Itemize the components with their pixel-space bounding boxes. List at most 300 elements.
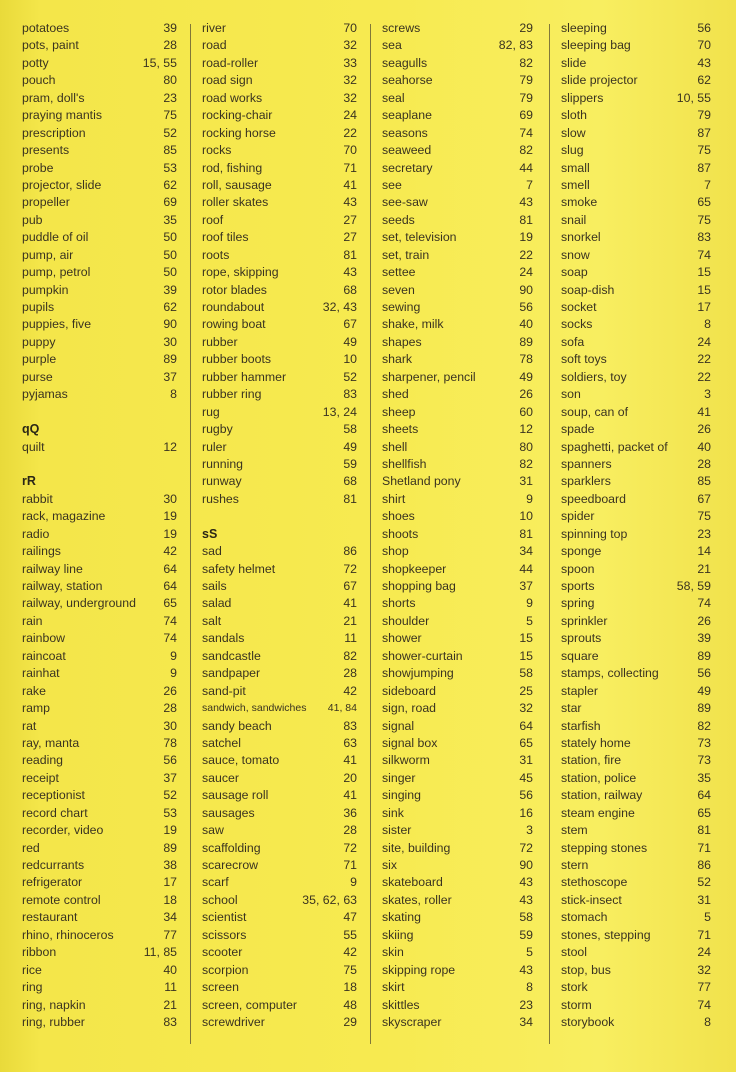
index-page-numbers: 67: [343, 317, 357, 332]
index-entry: [202, 1014, 357, 1031]
index-term: slow: [561, 125, 586, 140]
index-term: shed: [382, 387, 409, 402]
index-term: remote control: [22, 892, 101, 907]
index-page-numbers: 10: [343, 352, 357, 367]
index-page-numbers: 23: [697, 526, 711, 541]
index-page-numbers: [353, 508, 357, 525]
index-page-numbers: 5: [526, 945, 533, 960]
index-page-numbers: 34: [519, 1014, 533, 1029]
index-entry: [561, 282, 711, 299]
index-entry: [561, 752, 711, 769]
index-page-numbers: 87: [697, 125, 711, 140]
index-entry: [22, 72, 177, 89]
index-entry: [202, 874, 357, 891]
index-page-numbers: 32: [697, 962, 711, 977]
index-entry: [202, 595, 357, 612]
index-term: spanners: [561, 456, 612, 471]
index-term: saucer: [202, 770, 239, 785]
index-entry: [382, 212, 533, 229]
index-page-numbers: 38: [163, 858, 177, 872]
index-term: shell: [382, 439, 408, 454]
index-entry: [22, 194, 177, 211]
index-term: shapes: [382, 334, 422, 349]
index-entry: [561, 299, 711, 316]
index-entry: [202, 543, 357, 560]
index-term: seagulls: [382, 55, 428, 70]
index-term: pupils: [22, 300, 55, 314]
index-term: set, train: [382, 247, 430, 262]
index-page-numbers: 72: [519, 840, 533, 855]
index-entry: [202, 752, 357, 769]
index-entry: [202, 997, 357, 1014]
index-page-numbers: 15: [697, 265, 711, 280]
index-entry: [382, 334, 533, 351]
index-entry: [202, 439, 357, 456]
index-entry: [22, 822, 177, 839]
index-page-numbers: 79: [697, 108, 711, 123]
index-entry: [382, 944, 533, 961]
index-page-numbers: 82: [697, 718, 711, 733]
index-column-3: [382, 20, 533, 1031]
index-entry: [561, 648, 711, 665]
index-term: railway line: [22, 561, 83, 576]
index-page-numbers: 41: [697, 404, 711, 419]
index-entry: [382, 874, 533, 891]
index-term: pump, petrol: [22, 265, 91, 280]
index-term: sauce, tomato: [202, 753, 280, 768]
index-page-numbers: 11: [344, 631, 357, 646]
index-page-numbers: 8: [704, 1014, 711, 1029]
index-entry: [561, 770, 711, 787]
index-term: rushes: [202, 491, 239, 506]
index-entry: [202, 909, 357, 926]
index-term: rack, magazine: [22, 509, 106, 524]
index-term: sea: [382, 38, 402, 53]
index-term: projector, slide: [22, 177, 102, 192]
index-page-numbers: 29: [343, 1014, 357, 1029]
index-term: sails: [202, 579, 227, 593]
index-term: sign, road: [382, 701, 437, 716]
index-term: sponge: [561, 544, 602, 559]
index-term: pub: [22, 212, 43, 227]
index-entry: [202, 107, 357, 124]
index-term: socks: [561, 317, 593, 332]
index-entry: [202, 212, 357, 229]
index-entry: [561, 543, 711, 560]
index-page-numbers: 15: [519, 648, 533, 663]
index-entry: [22, 700, 177, 717]
index-term: sheets: [382, 422, 419, 437]
index-page-numbers: 3: [704, 387, 711, 402]
index-entry: [22, 299, 177, 316]
index-entry: [561, 404, 711, 421]
index-page-numbers: 16: [519, 805, 533, 820]
index-term: ribbon: [22, 945, 57, 960]
index-term: see-saw: [382, 195, 428, 210]
index-entry: [561, 125, 711, 142]
index-page-numbers: 74: [697, 247, 711, 262]
index-entry: [382, 20, 533, 37]
index-term: satchel: [202, 735, 241, 750]
index-entry: [202, 822, 357, 839]
index-term: smoke: [561, 195, 598, 210]
index-term: puppies, five: [22, 317, 92, 332]
index-term: quilt: [22, 439, 45, 454]
index-term: shoots: [382, 526, 419, 541]
index-term: soft toys: [561, 352, 607, 367]
index-page-numbers: 53: [163, 805, 177, 820]
index-entry: [382, 805, 533, 822]
index-page-numbers: 64: [163, 561, 177, 576]
index-entry: [382, 229, 533, 246]
index-page-numbers: 52: [163, 125, 177, 140]
index-term: reading: [22, 753, 64, 768]
index-page-numbers: 89: [697, 701, 711, 716]
index-term: rug: [202, 404, 220, 419]
index-entry: [22, 787, 177, 804]
index-page-numbers: 72: [343, 561, 357, 576]
index-term: slug: [561, 143, 584, 158]
index-entry: [202, 630, 357, 647]
index-entry: [202, 369, 357, 386]
index-column-1: [22, 20, 177, 1031]
index-term: sheep: [382, 404, 416, 419]
index-page-numbers: 56: [163, 753, 177, 768]
index-entry: [382, 578, 533, 595]
index-entry: [22, 491, 177, 508]
index-page-numbers: 26: [697, 422, 711, 437]
index-entry: [382, 386, 533, 403]
index-term: safety helmet: [202, 561, 276, 576]
index-page-numbers: 80: [519, 439, 533, 454]
index-term: scarecrow: [202, 858, 259, 872]
index-page-numbers: 5: [526, 613, 533, 628]
index-page-numbers: 81: [343, 491, 357, 506]
index-term: rat: [22, 718, 37, 733]
index-term: pram, doll's: [22, 90, 85, 105]
index-page-numbers: 41, 84: [327, 702, 357, 715]
index-page-numbers: 53: [163, 160, 177, 175]
index-term: restaurant: [22, 910, 78, 925]
index-page-numbers: 21: [163, 997, 177, 1012]
index-term: seeds: [382, 212, 415, 227]
index-entry: [202, 90, 357, 107]
index-entry: [202, 247, 357, 264]
index-term: sharpener, pencil: [382, 369, 476, 384]
index-term: puddle of oil: [22, 230, 89, 245]
index-page-numbers: 43: [343, 195, 357, 210]
index-term: pumpkin: [22, 282, 69, 297]
index-entry: [202, 805, 357, 822]
index-term: stethoscope: [561, 875, 628, 890]
index-term: stones, stepping: [561, 927, 651, 942]
index-term: screen: [202, 980, 239, 995]
index-term: spaghetti, packet of: [561, 439, 668, 454]
index-term: rope, skipping: [202, 265, 279, 280]
index-entry: [561, 55, 711, 72]
index-page-numbers: 19: [519, 230, 533, 245]
index-page-numbers: 26: [163, 683, 177, 698]
index-page-numbers: 58: [519, 910, 533, 925]
index-entry: [561, 665, 711, 682]
index-page-numbers: 9: [350, 875, 357, 890]
index-entry: [382, 142, 533, 159]
index-term: soldiers, toy: [561, 369, 627, 384]
index-entry: [382, 1014, 533, 1031]
index-page-numbers: 39: [697, 631, 711, 646]
index-entry: [561, 630, 711, 647]
index-entry: [202, 177, 357, 194]
index-page-numbers: 13, 24: [322, 404, 357, 419]
index-page-numbers: 43: [519, 195, 533, 210]
column-divider: [549, 24, 550, 1044]
index-term: starfish: [561, 718, 601, 733]
index-term: sleeping: [561, 21, 607, 35]
index-term: rainhat: [22, 666, 60, 681]
index-term: sausage roll: [202, 788, 269, 803]
index-page-numbers: 83: [163, 1014, 177, 1029]
index-term: recorder, video: [22, 823, 104, 838]
index-page-numbers: 23: [163, 90, 177, 105]
index-entry: [561, 718, 711, 735]
index-term: purse: [22, 369, 53, 384]
index-page-numbers: 62: [163, 177, 177, 192]
index-term: receipt: [22, 770, 59, 785]
index-term: prescription: [22, 125, 86, 140]
index-entry: [382, 979, 533, 996]
index-entry: [22, 90, 177, 107]
index-page-numbers: 22: [343, 125, 357, 140]
index-entry: [561, 160, 711, 177]
index-entry: [22, 212, 177, 229]
index-term: roots: [202, 247, 230, 262]
index-entry: [382, 107, 533, 124]
index-entry: [561, 37, 711, 54]
index-page-numbers: 8: [526, 980, 533, 995]
index-page-numbers: 30: [163, 334, 177, 349]
index-term: presents: [22, 143, 70, 158]
index-term: son: [561, 387, 581, 402]
index-page-numbers: 75: [343, 962, 357, 977]
index-page-numbers: 11: [164, 980, 177, 995]
index-entry: [202, 735, 357, 752]
index-page-numbers: 44: [519, 160, 533, 175]
index-term: radio: [22, 526, 50, 541]
index-term: rubber ring: [202, 387, 262, 402]
index-entry: [382, 683, 533, 700]
index-entry: [382, 909, 533, 926]
index-entry: [561, 787, 711, 804]
index-page-numbers: 74: [163, 613, 177, 628]
index-entry: [382, 508, 533, 525]
index-entry: [382, 439, 533, 456]
index-term: skittles: [382, 997, 420, 1012]
index-entry: [561, 491, 711, 508]
index-page-numbers: 74: [519, 125, 533, 140]
index-page-numbers: 64: [163, 579, 177, 593]
index-page-numbers: 9: [526, 491, 533, 506]
index-term: skipping rope: [382, 962, 456, 977]
index-page-numbers: 19: [163, 823, 177, 838]
index-term: spade: [561, 422, 595, 437]
index-entry: [202, 840, 357, 857]
index-entry: [22, 944, 177, 961]
index-page-numbers: 70: [343, 143, 357, 158]
index-term: shower-curtain: [382, 648, 463, 663]
column-divider: [370, 24, 371, 1044]
index-term: stick-insect: [561, 892, 622, 907]
index-entry: [22, 264, 177, 281]
index-entry: [22, 177, 177, 194]
index-term: shopkeeper: [382, 561, 447, 576]
index-page-numbers: 89: [519, 334, 533, 349]
index-page-numbers: 80: [163, 73, 177, 88]
index-entry: [22, 561, 177, 578]
index-entry: [22, 857, 177, 874]
index-term: stapler: [561, 683, 598, 698]
index-term: signal box: [382, 735, 438, 750]
index-term: smell: [561, 177, 590, 192]
index-term: sad: [202, 544, 222, 559]
index-term: rod, fishing: [202, 160, 263, 175]
index-term: red: [22, 840, 40, 855]
index-page-numbers: 17: [697, 300, 711, 314]
index-term: shower: [382, 631, 422, 646]
index-term: pyjamas: [22, 387, 68, 402]
index-entry: [382, 822, 533, 839]
index-page-numbers: 42: [163, 544, 177, 559]
index-term: rhino, rhinoceros: [22, 927, 114, 942]
index-term: scissors: [202, 927, 247, 942]
index-entry: [561, 735, 711, 752]
index-page-numbers: 37: [519, 579, 533, 593]
index-entry: [561, 177, 711, 194]
index-page-numbers: 27: [343, 212, 357, 227]
index-page-numbers: 75: [697, 143, 711, 158]
index-entry: [382, 55, 533, 72]
index-entry: [202, 578, 357, 595]
index-term: shellfish: [382, 456, 427, 471]
index-page-numbers: 31: [519, 474, 533, 489]
index-term: seven: [382, 282, 415, 297]
index-page-numbers: 32: [343, 73, 357, 88]
column-divider: [190, 24, 191, 1044]
section-letter-heading: [22, 473, 177, 490]
index-page-numbers: 55: [343, 927, 357, 942]
index-page-numbers: 24: [697, 945, 711, 960]
index-entry: [382, 526, 533, 543]
index-term: see: [382, 177, 402, 192]
index-entry: [202, 962, 357, 979]
index-page-numbers: 30: [163, 491, 177, 506]
index-page-numbers: 86: [697, 858, 711, 872]
index-page-numbers: 90: [163, 317, 177, 332]
index-term: sister: [382, 823, 412, 838]
index-page-numbers: 40: [163, 962, 177, 977]
index-term: spinning top: [561, 526, 628, 541]
index-entry: [382, 282, 533, 299]
index-entry: [202, 927, 357, 944]
index-entry: [561, 857, 711, 874]
index-page-numbers: 43: [519, 962, 533, 977]
index-entry: [202, 683, 357, 700]
index-entry: [22, 665, 177, 682]
index-page-numbers: 5: [704, 910, 711, 925]
index-term: runway: [202, 474, 242, 489]
index-term: praying mantis: [22, 108, 102, 123]
index-term: receptionist: [22, 788, 85, 803]
index-page-numbers: 90: [519, 858, 533, 872]
index-term: slippers: [561, 90, 604, 105]
index-term: skirt: [382, 980, 405, 995]
index-page-numbers: 79: [519, 90, 533, 105]
index-page-numbers: 31: [697, 892, 711, 907]
index-entry: [561, 927, 711, 944]
index-entry: [22, 997, 177, 1014]
index-entry: [202, 264, 357, 281]
index-entry: [202, 473, 357, 490]
index-entry: [382, 735, 533, 752]
index-term: rocking horse: [202, 125, 276, 140]
index-term: sandcastle: [202, 648, 261, 663]
index-entry: [202, 125, 357, 142]
index-term: shopping bag: [382, 579, 456, 593]
index-page-numbers: 28: [697, 456, 711, 471]
index-term: star: [561, 701, 582, 716]
index-entry: [561, 962, 711, 979]
index-entry: [22, 247, 177, 264]
index-page-numbers: 45: [519, 770, 533, 785]
index-entry: [202, 892, 357, 909]
index-term: stop, bus: [561, 962, 611, 977]
index-term: socket: [561, 300, 597, 314]
index-term: rake: [22, 683, 46, 698]
index-entry: [202, 404, 357, 421]
index-page-numbers: 50: [163, 230, 177, 245]
index-entry: [22, 595, 177, 612]
index-page-numbers: 81: [697, 823, 711, 838]
index-term: seal: [382, 90, 405, 105]
index-term: scarf: [202, 875, 229, 890]
index-entry: [561, 194, 711, 211]
index-page-numbers: 85: [697, 474, 711, 489]
index-term: Shetland pony: [382, 474, 461, 489]
index-term: road: [202, 38, 227, 53]
index-page-numbers: 65: [697, 195, 711, 210]
index-entry: [202, 456, 357, 473]
index-entry: [22, 874, 177, 891]
index-term: shoes: [382, 509, 415, 524]
index-term: skateboard: [382, 875, 443, 890]
index-term: rain: [22, 613, 43, 628]
index-page-numbers: 70: [343, 21, 357, 35]
index-term: salad: [202, 596, 232, 611]
index-page-numbers: 65: [163, 596, 177, 611]
index-term: sS: [202, 526, 218, 541]
index-entry: [382, 177, 533, 194]
index-entry: [561, 386, 711, 403]
index-term: stately home: [561, 735, 631, 750]
index-page-numbers: [353, 526, 357, 543]
index-page-numbers: 9: [526, 596, 533, 611]
index-page-numbers: 74: [163, 631, 177, 646]
index-term: ring, rubber: [22, 1014, 85, 1029]
index-entry: [22, 805, 177, 822]
index-page-numbers: 15: [519, 631, 533, 646]
index-page-numbers: [173, 421, 177, 438]
index-page-numbers: 41: [343, 753, 357, 768]
index-entry: [382, 752, 533, 769]
